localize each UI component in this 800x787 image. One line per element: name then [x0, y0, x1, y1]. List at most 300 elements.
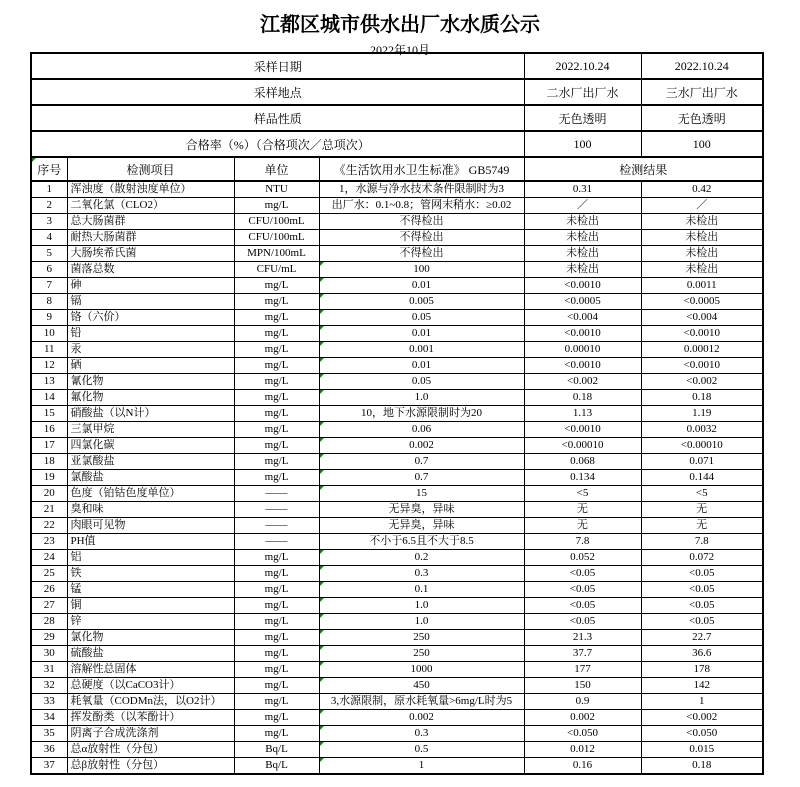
row-unit-cell: mg/L	[234, 694, 319, 710]
row-result-plant3-cell: <0.05	[641, 598, 763, 614]
row-result-plant2-cell: 未检出	[524, 262, 641, 278]
row-no-cell: 14	[31, 390, 67, 406]
row-result-plant3-cell: <0.00010	[641, 438, 763, 454]
table-row	[31, 646, 763, 662]
page-title: 江都区城市供水出厂水水质公示	[260, 14, 540, 36]
row-result-plant3-cell: 0.0011	[641, 278, 763, 294]
row-no-cell: 22	[31, 518, 67, 534]
table-row	[31, 454, 763, 470]
row-item-cell: PH值	[67, 534, 234, 550]
sample-nature-plant2: 无色透明	[524, 105, 641, 131]
row-standard-cell: 450	[319, 678, 524, 694]
row-unit-cell: mg/L	[234, 406, 319, 422]
sample-nature-label: 样品性质	[31, 105, 524, 131]
row-standard-cell: 0.5	[319, 742, 524, 758]
row-no-cell: 1	[31, 181, 67, 198]
row-result-plant2-cell: <0.0010	[524, 278, 641, 294]
row-unit-cell: MPN/100mL	[234, 246, 319, 262]
row-result-plant3-cell: 0.18	[641, 758, 763, 775]
row-result-plant2-cell: <0.050	[524, 726, 641, 742]
row-item-cell: 氟化物	[67, 390, 234, 406]
excel-flag-icon	[320, 438, 324, 442]
row-standard-cell: 3,水源限制，原水耗氧量>6mg/L时为5	[319, 694, 524, 710]
row-item-cell: 挥发酚类（以苯酚计）	[67, 710, 234, 726]
sample-date-label: 采样日期	[31, 53, 524, 79]
row-no-cell: 34	[31, 710, 67, 726]
row-result-plant3-cell: 36.6	[641, 646, 763, 662]
row-result-plant3-cell: 未检出	[641, 214, 763, 230]
row-result-plant2-cell: <0.05	[524, 566, 641, 582]
row-no-cell: 9	[31, 310, 67, 326]
row-unit-cell: mg/L	[234, 662, 319, 678]
table-row	[31, 374, 763, 390]
row-item-cell: 浑浊度（散射浊度单位）	[67, 181, 234, 198]
row-standard-cell: 0.06	[319, 422, 524, 438]
table-row	[31, 662, 763, 678]
row-unit-cell: Bq/L	[234, 742, 319, 758]
row-result-plant3-cell: 0.072	[641, 550, 763, 566]
row-item-cell: 镉	[67, 294, 234, 310]
row-standard-cell: 0.2	[319, 550, 524, 566]
excel-flag-icon	[32, 158, 36, 162]
row-item-cell: 肉眼可见物	[67, 518, 234, 534]
table-row	[31, 214, 763, 230]
row-standard-cell: 0.3	[319, 726, 524, 742]
table-row	[31, 262, 763, 278]
row-result-plant3-cell: 未检出	[641, 230, 763, 246]
table-row	[31, 550, 763, 566]
row-standard-cell: 0.7	[319, 470, 524, 486]
row-unit-cell: ——	[234, 502, 319, 518]
excel-flag-icon	[320, 710, 324, 714]
pass-rate-plant2: 100	[524, 131, 641, 157]
table-row	[31, 726, 763, 742]
row-no-cell: 18	[31, 454, 67, 470]
row-standard-cell: 0.002	[319, 438, 524, 454]
row-result-plant3-cell: 无	[641, 518, 763, 534]
sample-nature-plant3: 无色透明	[641, 105, 763, 131]
row-standard-cell: 0.01	[319, 326, 524, 342]
row-no-cell: 16	[31, 422, 67, 438]
row-result-plant3-cell: <0.05	[641, 614, 763, 630]
row-result-plant3-cell: <0.050	[641, 726, 763, 742]
row-unit-cell: mg/L	[234, 598, 319, 614]
table-row	[31, 326, 763, 342]
column-header-row	[31, 157, 763, 181]
row-result-plant2-cell: <0.05	[524, 598, 641, 614]
row-unit-cell: mg/L	[234, 646, 319, 662]
row-unit-cell: mg/L	[234, 566, 319, 582]
excel-flag-icon	[320, 310, 324, 314]
row-result-plant3-cell: 0.18	[641, 390, 763, 406]
row-unit-cell: mg/L	[234, 726, 319, 742]
table-row	[31, 710, 763, 726]
row-unit-cell: mg/L	[234, 374, 319, 390]
row-result-plant3-cell: 1	[641, 694, 763, 710]
row-item-cell: 砷	[67, 278, 234, 294]
row-item-cell: 耐热大肠菌群	[67, 230, 234, 246]
row-result-plant2-cell: 177	[524, 662, 641, 678]
row-standard-cell: 0.05	[319, 374, 524, 390]
row-result-plant3-cell: 178	[641, 662, 763, 678]
row-item-cell: 二氧化氯（CLO2）	[67, 198, 234, 214]
table-row	[31, 694, 763, 710]
row-unit-cell: mg/L	[234, 550, 319, 566]
row-standard-cell: 1.0	[319, 390, 524, 406]
row-result-plant3-cell: 7.8	[641, 534, 763, 550]
row-unit-cell: mg/L	[234, 278, 319, 294]
row-result-plant2-cell: 1.13	[524, 406, 641, 422]
row-result-plant3-cell: 0.015	[641, 742, 763, 758]
row-result-plant3-cell: <0.05	[641, 582, 763, 598]
row-item-cell: 氯化物	[67, 630, 234, 646]
column-header-no: 序号	[31, 157, 67, 181]
table-row	[31, 614, 763, 630]
row-no-cell: 32	[31, 678, 67, 694]
row-result-plant2-cell: <0.05	[524, 582, 641, 598]
row-result-plant3-cell: <0.004	[641, 310, 763, 326]
excel-flag-icon	[320, 646, 324, 650]
table-row	[31, 422, 763, 438]
row-no-cell: 28	[31, 614, 67, 630]
row-no-cell: 7	[31, 278, 67, 294]
row-item-cell: 锰	[67, 582, 234, 598]
sample-date-plant2: 2022.10.24	[524, 53, 641, 79]
excel-flag-icon	[320, 454, 324, 458]
row-unit-cell: CFU/mL	[234, 262, 319, 278]
row-no-cell: 2	[31, 198, 67, 214]
row-item-cell: 铜	[67, 598, 234, 614]
excel-flag-icon	[320, 726, 324, 730]
row-no-cell: 19	[31, 470, 67, 486]
excel-flag-icon	[320, 262, 324, 266]
table-row	[31, 518, 763, 534]
row-item-cell: 三氯甲烷	[67, 422, 234, 438]
row-no-cell: 3	[31, 214, 67, 230]
row-unit-cell: mg/L	[234, 390, 319, 406]
row-no-cell: 35	[31, 726, 67, 742]
row-no-cell: 10	[31, 326, 67, 342]
excel-flag-icon	[320, 358, 324, 362]
excel-flag-icon	[320, 598, 324, 602]
row-item-cell: 铁	[67, 566, 234, 582]
excel-flag-icon	[320, 422, 324, 426]
row-item-cell: 硝酸盐（以N计）	[67, 406, 234, 422]
row-no-cell: 24	[31, 550, 67, 566]
row-result-plant3-cell: 22.7	[641, 630, 763, 646]
row-item-cell: 菌落总数	[67, 262, 234, 278]
row-unit-cell: mg/L	[234, 614, 319, 630]
row-result-plant3-cell: 142	[641, 678, 763, 694]
row-standard-cell: 0.1	[319, 582, 524, 598]
row-unit-cell: CFU/100mL	[234, 230, 319, 246]
row-unit-cell: ——	[234, 534, 319, 550]
column-header-standard: 《生活饮用水卫生标准》 GB5749	[319, 157, 524, 181]
row-result-plant2-cell: ／	[524, 198, 641, 214]
row-result-plant2-cell: 0.012	[524, 742, 641, 758]
row-result-plant2-cell: <5	[524, 486, 641, 502]
excel-flag-icon	[320, 470, 324, 474]
row-no-cell: 37	[31, 758, 67, 775]
row-item-cell: 色度（铂钴色度单位）	[67, 486, 234, 502]
pass-rate-label: 合格率（%）（合格项次／总项次）	[31, 131, 524, 157]
row-result-plant2-cell: <0.05	[524, 614, 641, 630]
row-unit-cell: mg/L	[234, 454, 319, 470]
column-header-result: 检测结果	[524, 157, 763, 181]
row-result-plant2-cell: 未检出	[524, 214, 641, 230]
row-result-plant2-cell: <0.0005	[524, 294, 641, 310]
table-row	[31, 342, 763, 358]
row-item-cell: 硫酸盐	[67, 646, 234, 662]
excel-flag-icon	[320, 742, 324, 746]
row-result-plant2-cell: <0.0010	[524, 326, 641, 342]
row-item-cell: 总大肠菌群	[67, 214, 234, 230]
row-item-cell: 大肠埃希氏菌	[67, 246, 234, 262]
row-result-plant3-cell: <0.0010	[641, 326, 763, 342]
report-month: 2022年10月	[369, 43, 430, 57]
row-result-plant3-cell: <0.002	[641, 374, 763, 390]
row-no-cell: 31	[31, 662, 67, 678]
table-row	[31, 390, 763, 406]
row-standard-cell: 250	[319, 646, 524, 662]
row-standard-cell: 无异臭，异味	[319, 518, 524, 534]
row-unit-cell: CFU/100mL	[234, 214, 319, 230]
table-row	[31, 230, 763, 246]
row-unit-cell: NTU	[234, 181, 319, 198]
table-row	[31, 598, 763, 614]
table-row	[31, 486, 763, 502]
row-result-plant3-cell: <0.05	[641, 566, 763, 582]
row-unit-cell: mg/L	[234, 358, 319, 374]
row-result-plant2-cell: 0.002	[524, 710, 641, 726]
excel-flag-icon	[320, 294, 324, 298]
excel-flag-icon	[320, 550, 324, 554]
row-result-plant2-cell: 37.7	[524, 646, 641, 662]
row-result-plant3-cell: 无	[641, 502, 763, 518]
row-result-plant3-cell: 0.0032	[641, 422, 763, 438]
table-row	[31, 310, 763, 326]
column-header-item: 检测项目	[67, 157, 234, 181]
row-standard-cell: 0.01	[319, 358, 524, 374]
info-row-sample-date	[31, 53, 763, 79]
table-row	[31, 566, 763, 582]
row-result-plant2-cell: <0.004	[524, 310, 641, 326]
excel-flag-icon	[320, 662, 324, 666]
row-item-cell: 氰化物	[67, 374, 234, 390]
table-row	[31, 294, 763, 310]
excel-flag-icon	[320, 390, 324, 394]
table-row	[31, 678, 763, 694]
row-no-cell: 17	[31, 438, 67, 454]
table-row	[31, 534, 763, 550]
row-unit-cell: ——	[234, 486, 319, 502]
table-row	[31, 438, 763, 454]
row-standard-cell: 0.3	[319, 566, 524, 582]
row-item-cell: 溶解性总固体	[67, 662, 234, 678]
row-result-plant3-cell: ／	[641, 198, 763, 214]
sample-location-plant2: 二水厂出厂水	[524, 79, 641, 105]
row-result-plant2-cell: <0.00010	[524, 438, 641, 454]
row-item-cell: 铬（六价）	[67, 310, 234, 326]
row-item-cell: 四氯化碳	[67, 438, 234, 454]
row-standard-cell: 1000	[319, 662, 524, 678]
row-standard-cell: 100	[319, 262, 524, 278]
row-result-plant3-cell: 0.00012	[641, 342, 763, 358]
row-no-cell: 20	[31, 486, 67, 502]
row-standard-cell: 不得检出	[319, 246, 524, 262]
excel-flag-icon	[320, 758, 324, 762]
row-standard-cell: 0.005	[319, 294, 524, 310]
row-unit-cell: mg/L	[234, 438, 319, 454]
sample-location-label: 采样地点	[31, 79, 524, 105]
row-result-plant3-cell: 0.071	[641, 454, 763, 470]
row-item-cell: 耗氧量（CODMn法，以O2计）	[67, 694, 234, 710]
row-item-cell: 阴离子合成洗涤剂	[67, 726, 234, 742]
row-no-cell: 25	[31, 566, 67, 582]
table-row	[31, 630, 763, 646]
table-row	[31, 278, 763, 294]
excel-flag-icon	[320, 614, 324, 618]
row-standard-cell: 0.001	[319, 342, 524, 358]
row-result-plant3-cell: 0.42	[641, 181, 763, 198]
row-no-cell: 12	[31, 358, 67, 374]
water-quality-table	[30, 52, 764, 775]
sample-location-plant3: 三水厂出厂水	[641, 79, 763, 105]
row-unit-cell: mg/L	[234, 470, 319, 486]
table-row	[31, 742, 763, 758]
row-no-cell: 4	[31, 230, 67, 246]
row-result-plant2-cell: <0.0010	[524, 358, 641, 374]
row-unit-cell: mg/L	[234, 310, 319, 326]
sample-date-plant3: 2022.10.24	[641, 53, 763, 79]
row-result-plant2-cell: 0.31	[524, 181, 641, 198]
row-result-plant2-cell: 0.134	[524, 470, 641, 486]
row-no-cell: 13	[31, 374, 67, 390]
row-result-plant3-cell: 1.19	[641, 406, 763, 422]
row-result-plant2-cell: 0.068	[524, 454, 641, 470]
row-result-plant2-cell: <0.002	[524, 374, 641, 390]
row-result-plant2-cell: 未检出	[524, 246, 641, 262]
row-result-plant2-cell: 7.8	[524, 534, 641, 550]
table-row	[31, 358, 763, 374]
row-no-cell: 33	[31, 694, 67, 710]
row-no-cell: 21	[31, 502, 67, 518]
table-info-section	[31, 53, 763, 181]
row-item-cell: 铅	[67, 326, 234, 342]
row-unit-cell: mg/L	[234, 326, 319, 342]
excel-flag-icon	[320, 342, 324, 346]
row-item-cell: 硒	[67, 358, 234, 374]
info-row-sample-location	[31, 79, 763, 105]
row-unit-cell: mg/L	[234, 710, 319, 726]
table-row	[31, 502, 763, 518]
row-result-plant2-cell: 0.052	[524, 550, 641, 566]
row-unit-cell: mg/L	[234, 678, 319, 694]
row-item-cell: 臭和味	[67, 502, 234, 518]
row-result-plant2-cell: 无	[524, 518, 641, 534]
excel-flag-icon	[320, 678, 324, 682]
row-unit-cell: mg/L	[234, 198, 319, 214]
excel-flag-icon	[320, 374, 324, 378]
row-no-cell: 11	[31, 342, 67, 358]
row-standard-cell: 不小于6.5且不大于8.5	[319, 534, 524, 550]
row-result-plant3-cell: 0.144	[641, 470, 763, 486]
table-row	[31, 758, 763, 775]
excel-flag-icon	[320, 566, 324, 570]
row-result-plant3-cell: <0.002	[641, 710, 763, 726]
row-unit-cell: mg/L	[234, 582, 319, 598]
row-result-plant2-cell: 0.00010	[524, 342, 641, 358]
excel-flag-icon	[320, 326, 324, 330]
row-unit-cell: mg/L	[234, 342, 319, 358]
row-item-cell: 汞	[67, 342, 234, 358]
row-item-cell: 亚氯酸盐	[67, 454, 234, 470]
row-no-cell: 30	[31, 646, 67, 662]
row-no-cell: 23	[31, 534, 67, 550]
row-no-cell: 8	[31, 294, 67, 310]
results-table-body	[31, 181, 763, 774]
row-standard-cell: 10，地下水源限制时为20	[319, 406, 524, 422]
excel-flag-icon	[320, 486, 324, 490]
row-standard-cell: 出厂水：0.1~0.8；管网末稍水：≥0.02	[319, 198, 524, 214]
row-no-cell: 15	[31, 406, 67, 422]
row-result-plant3-cell: <5	[641, 486, 763, 502]
row-no-cell: 29	[31, 630, 67, 646]
excel-flag-icon	[320, 630, 324, 634]
row-standard-cell: 0.05	[319, 310, 524, 326]
row-standard-cell: 不得检出	[319, 214, 524, 230]
row-standard-cell: 1，水源与净水技术条件限制时为3	[319, 181, 524, 198]
row-item-cell: 总α放射性（分包）	[67, 742, 234, 758]
row-standard-cell: 1.0	[319, 614, 524, 630]
row-result-plant2-cell: 未检出	[524, 230, 641, 246]
table-row	[31, 198, 763, 214]
column-header-unit: 单位	[234, 157, 319, 181]
table-row	[31, 406, 763, 422]
row-standard-cell: 0.01	[319, 278, 524, 294]
row-no-cell: 26	[31, 582, 67, 598]
row-result-plant2-cell: <0.0010	[524, 422, 641, 438]
row-result-plant2-cell: 0.9	[524, 694, 641, 710]
row-no-cell: 36	[31, 742, 67, 758]
row-result-plant3-cell: 未检出	[641, 262, 763, 278]
row-unit-cell: ——	[234, 518, 319, 534]
row-result-plant3-cell: <0.0010	[641, 358, 763, 374]
row-unit-cell: mg/L	[234, 422, 319, 438]
excel-flag-icon	[320, 582, 324, 586]
row-result-plant3-cell: 未检出	[641, 246, 763, 262]
excel-flag-icon	[320, 278, 324, 282]
row-result-plant2-cell: 0.16	[524, 758, 641, 775]
table-row	[31, 582, 763, 598]
row-item-cell: 氯酸盐	[67, 470, 234, 486]
table-row	[31, 246, 763, 262]
row-no-cell: 27	[31, 598, 67, 614]
row-item-cell: 总硬度（以CaCO3计）	[67, 678, 234, 694]
row-standard-cell: 0.002	[319, 710, 524, 726]
row-standard-cell: 1.0	[319, 598, 524, 614]
row-result-plant2-cell: 21.3	[524, 630, 641, 646]
row-standard-cell: 0.7	[319, 454, 524, 470]
row-standard-cell: 250	[319, 630, 524, 646]
pass-rate-plant3: 100	[641, 131, 763, 157]
row-item-cell: 锌	[67, 614, 234, 630]
row-unit-cell: mg/L	[234, 630, 319, 646]
row-unit-cell: Bq/L	[234, 758, 319, 775]
row-standard-cell: 无异臭，异味	[319, 502, 524, 518]
row-standard-cell: 不得检出	[319, 230, 524, 246]
table-row	[31, 470, 763, 486]
